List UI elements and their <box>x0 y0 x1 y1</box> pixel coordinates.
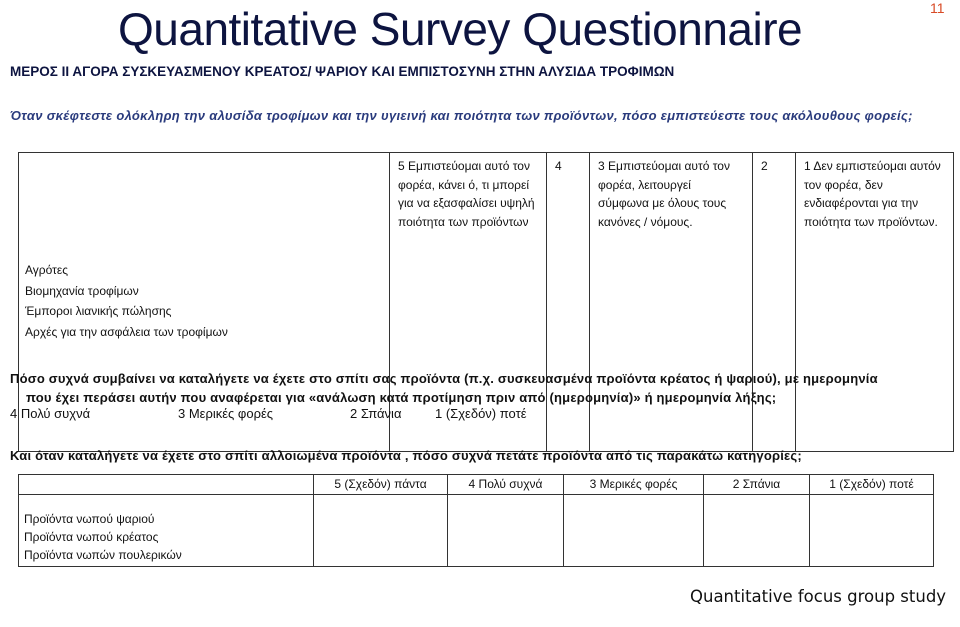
scale-3-label: 3 Εμπιστεύομαι αυτό τον φορέα, λειτουργεί σύμφωνα με όλους τους κανόνες / νόμους. <box>598 159 730 229</box>
footer-label: Quantitative focus group study <box>690 587 947 606</box>
corner-cell <box>19 475 314 495</box>
table-row <box>19 495 934 567</box>
answer-cell[interactable] <box>564 495 704 567</box>
column-header: 4 Πολύ συχνά <box>448 475 564 495</box>
answer-cell[interactable] <box>810 495 934 567</box>
answer-cell[interactable] <box>704 495 810 567</box>
scale-2-label: 2 <box>761 159 768 173</box>
scale-1-label: 1 Δεν εμπιστεύομαι αυτόν τον φορέα, δεν ενδιαφέρονται για την ποιότητα των προϊόντων. <box>804 159 941 229</box>
row-label-poultry: Προϊόντα νωπών πουλερικών <box>24 548 182 562</box>
actor-food-safety-authorities: Αρχές για την ασφάλεια των τροφίμων <box>25 324 228 339</box>
row-label-meat: Προϊόντα νωπού κρέατος <box>24 530 159 544</box>
scale-4-label: 4 <box>555 159 562 173</box>
question-2-text <box>10 369 955 407</box>
part-title: ΜΕΡΟΣ ΙΙ ΑΓΟΡΑ ΣΥΣΚΕΥΑΣΜΕΝΟΥ ΚΡΕΑΤΟΣ/ ΨΑΡΙΟΥ ΚΑΙ ΕΜΠΙΣΤΟΣΥΝΗ ΣΤΗΝ ΑΛΥΣΙΔΑ ΤΡΟΦΙΜΩΝ <box>10 64 675 79</box>
column-header: 1 (Σχεδόν) ποτέ <box>810 475 934 495</box>
answer-cell[interactable] <box>448 495 564 567</box>
slide-title: Quantitative Survey Questionnaire <box>118 3 803 55</box>
row-label-fish: Προϊόντα νωπού ψαριού <box>24 512 155 526</box>
question-1-text: Όταν σκέφτεστε ολόκληρη την αλυσίδα τροφίμων και την υγιεινή και ποιότητα των προϊόντων, πόσο εμπιστεύεστε τους ακόλουθους φορείς; <box>10 108 913 123</box>
answer-cell[interactable] <box>314 495 448 567</box>
option-rarely[interactable]: 2 Σπάνια <box>350 406 402 421</box>
disposal-table <box>18 474 934 567</box>
actor-food-industry: Βιομηχανία τροφίμων <box>25 283 139 298</box>
question-3-text: Και όταν καταλήγετε να έχετε στο σπίτι αλλοιωμένα προϊόντα , πόσο συχνά πετάτε προϊόντα από τις παρακάτω κατηγορίες; <box>10 448 802 463</box>
question-2-line-2: που έχει περάσει αυτήν που αναφέρεται για «ανάλωση κατά προτίμηση πριν από (ημερομηνία)» ή ημερομηνία λήξης; <box>26 390 777 405</box>
question-2-line-1: Πόσο συχνά συμβαίνει να καταλήγετε να έχετε στο σπίτι σας προϊόντα (π.χ. συσκευασμένα προϊόντα κρέατος ή ψαριού), με ημερομηνία <box>10 371 878 386</box>
column-header: 3 Μερικές φορές <box>564 475 704 495</box>
actor-farmers: Αγρότες <box>25 263 68 277</box>
option-very-often[interactable]: 4 Πολύ συχνά <box>10 406 91 421</box>
scale-5-label: 5 Εμπιστεύομαι αυτό τον φορέα, κάνει ό, τι μπορεί για να εξασφαλίσει υψηλή ποιότητα των προϊόντων <box>398 159 535 229</box>
option-almost-never[interactable]: 1 (Σχεδόν) ποτέ <box>435 406 527 421</box>
actor-retailers: Έμποροι λιανικής πώλησης <box>25 304 172 318</box>
column-header: 5 (Σχεδόν) πάντα <box>314 475 448 495</box>
page-number: 11 <box>930 0 945 16</box>
column-header: 2 Σπάνια <box>704 475 810 495</box>
option-sometimes[interactable]: 3 Μερικές φορές <box>178 406 274 421</box>
row-labels-cell <box>19 495 314 567</box>
table-header-row <box>19 475 934 495</box>
